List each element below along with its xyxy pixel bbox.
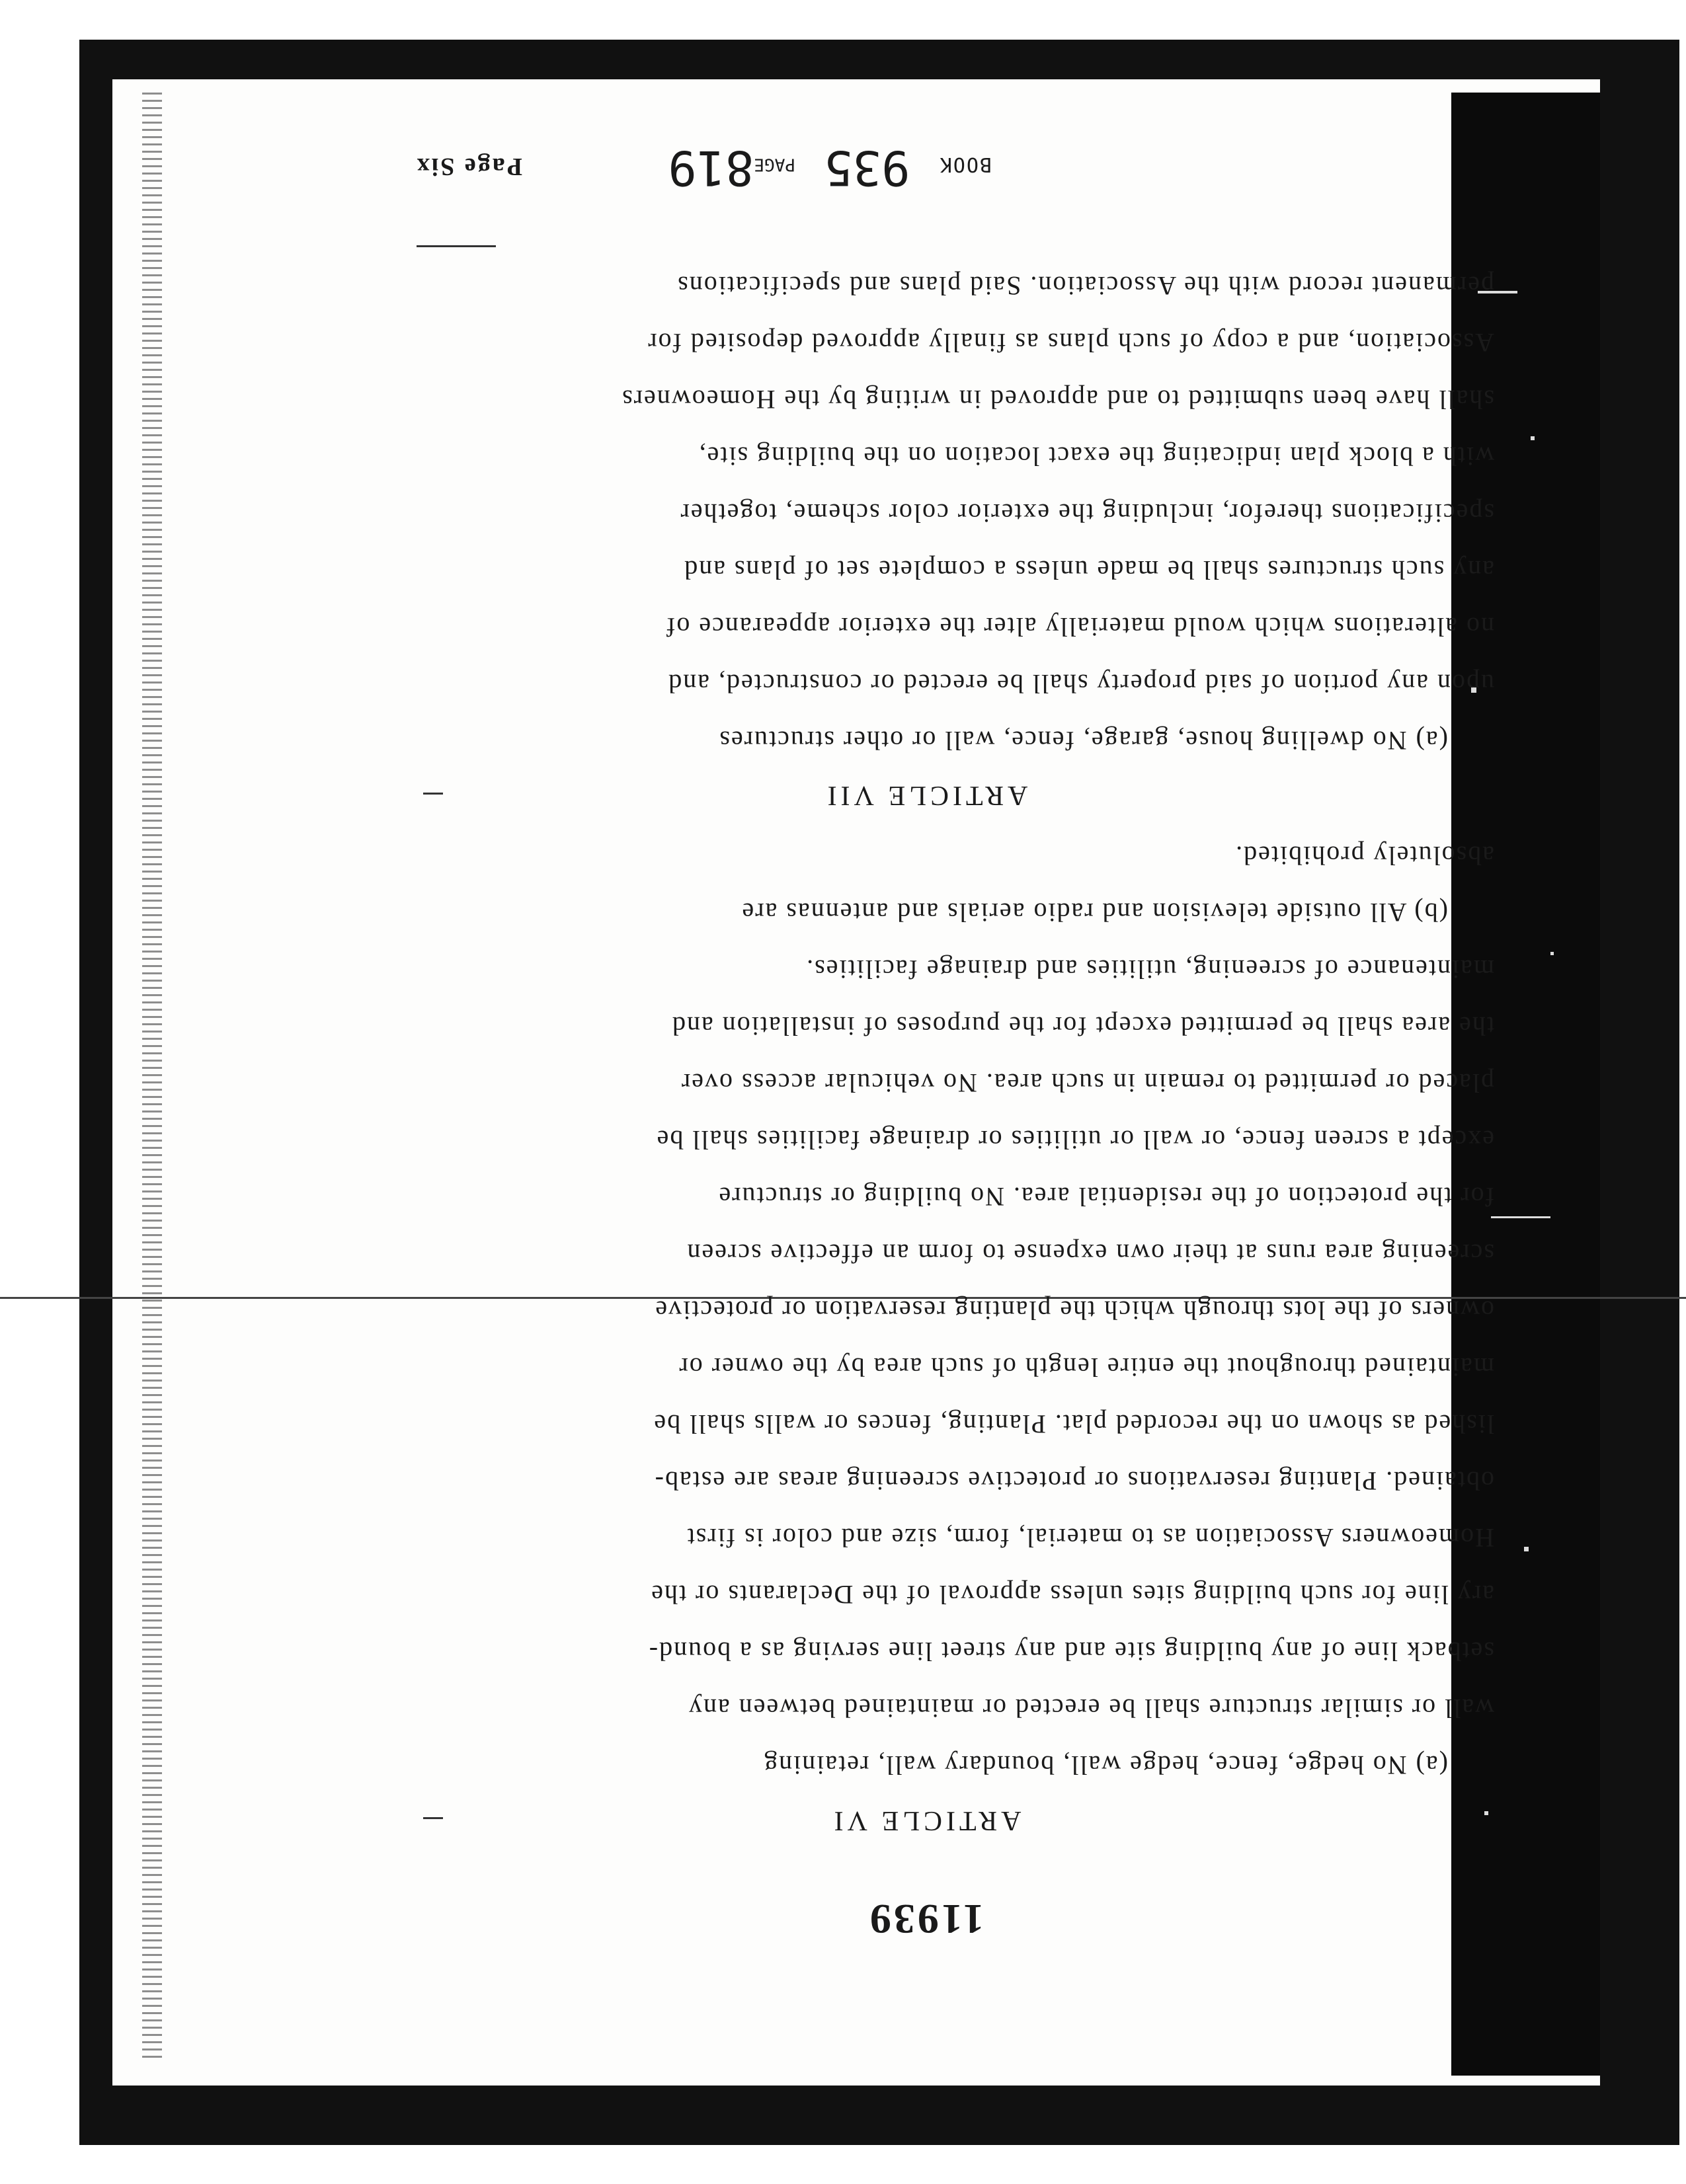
- heading-dash: [423, 1817, 443, 1819]
- scan-border-left: [79, 40, 112, 2145]
- scan-border-right: [1600, 40, 1679, 2145]
- article-6-line: Homeowners Association as to material, form, size and color is first: [686, 1523, 1494, 1553]
- article-6-line: ary line for such building sites unless approval of the Declarants or the: [650, 1580, 1494, 1610]
- article-6-line: maintained throughout the entire length of such area by the owner or: [678, 1352, 1494, 1382]
- page-label: Page Six: [415, 153, 522, 180]
- article-6-line: placed or permitted to remain in such area. No vehicular access over: [680, 1068, 1494, 1098]
- article-6-line: obtained. Planting reservations or protective screening areas are estab-: [653, 1466, 1494, 1496]
- article-6-heading: ARTICLE VI: [830, 1805, 1022, 1836]
- book-label: BOOK: [938, 153, 992, 176]
- article-6-line: owners of the lots through which the planting reservation or protective: [654, 1296, 1494, 1325]
- article-6-line: setback line of any building site and any street line serving as a bound-: [647, 1637, 1494, 1666]
- page-prefix: PAGE: [754, 154, 795, 175]
- article-7-line: shall have been submitted to and approved in writing by the Homeowners: [621, 385, 1494, 414]
- article-6-b-line: (b) All outside television and radio aerials and antennas are: [741, 898, 1448, 927]
- article-6-line: wall or similar structure shall be erected or maintained between any: [687, 1694, 1494, 1723]
- article-7-line: no alterations which would materially alter the exterior appearance of: [665, 612, 1494, 642]
- scan-border-bottom: [79, 2086, 1679, 2145]
- article-7-line: any such structures shall be made unless a complete set of plans and: [683, 555, 1494, 585]
- perforated-edge: [142, 93, 162, 2062]
- article-6-line: maintenance of screening, utilities and drainage facilities.: [805, 955, 1494, 984]
- article-7-line: Association, and a copy of such plans as finally approved deposited for: [647, 328, 1494, 358]
- closing-rule: [417, 245, 496, 247]
- article-6-line: the area shall be permitted except for the purposes of installation and: [671, 1011, 1494, 1041]
- rotated-document: [357, 140, 1494, 1970]
- book-page-reference: [668, 140, 992, 196]
- article-6-line: lished as shown on the recorded plat. Planting, fences or walls shall be: [653, 1409, 1494, 1439]
- article-7-line: upon any portion of said property shall be erected or constructed, and: [667, 669, 1494, 699]
- article-6-line: for the protection of the residential area. No building or structure: [717, 1182, 1494, 1212]
- article-7-line: specifications therefor, including the exterior color scheme, together: [679, 498, 1494, 528]
- article-7-line: permanent record with the Association. Said plans and specifications: [676, 271, 1494, 301]
- page-number: 819: [668, 140, 754, 196]
- article-7-line: (a) No dwelling house, garage, fence, wall or other structures: [718, 726, 1448, 756]
- scan-border-top: [79, 40, 1679, 79]
- article-6-line: screening area runs at their own expense to form an effective screen: [686, 1239, 1494, 1268]
- article-7-line: with a block plan indicating the exact location on the building site,: [698, 442, 1494, 471]
- article-7-heading: ARTICLE VII: [823, 780, 1028, 810]
- book-number: 935: [824, 140, 910, 196]
- document-number: 11939: [867, 1896, 984, 1943]
- heading-dash: [423, 793, 443, 795]
- article-6-b-line: absolutely prohibited.: [1234, 841, 1494, 871]
- article-6-line: except a screen fence, or wall or utilities or drainage facilities shall be: [655, 1125, 1494, 1155]
- article-6-line: (a) No hedge, fence, hedge wall, boundary wall, retaining: [763, 1750, 1448, 1780]
